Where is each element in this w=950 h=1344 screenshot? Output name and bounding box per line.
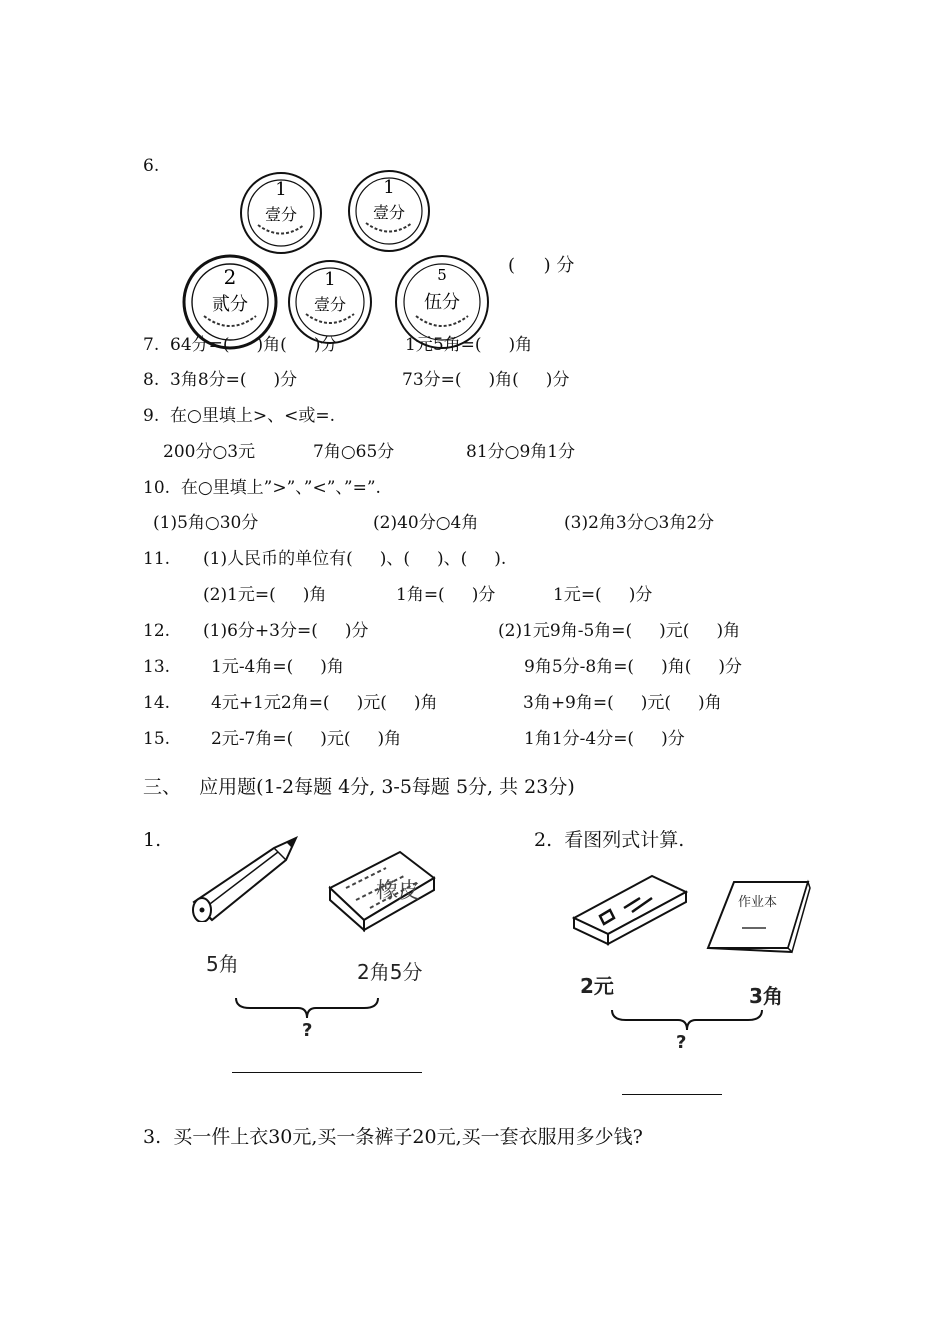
q12-part-1: (1)6分+3分=( )分 (203, 621, 369, 641)
q8-part-b: 73分=( )角( )分 (402, 370, 570, 390)
q9-item-b: 7角○65分 (313, 442, 395, 462)
pencil-case-price: 2元 (580, 974, 614, 998)
q6-answer-blank: ( ) 分 (508, 255, 575, 276)
q13-part-b: 9角5分-8角=( )角( )分 (524, 657, 743, 677)
q15-number: 15. (143, 729, 171, 749)
coin-text: 壹分 (313, 295, 347, 314)
q11-part-2c: 1元=( )分 (553, 585, 653, 605)
coin-text: 壹分 (264, 205, 298, 224)
coin-1-fen-a (238, 170, 324, 256)
brace-1 (232, 996, 382, 1020)
problem1-question-mark: ? (302, 1020, 313, 1041)
eraser-label: 橡皮 (376, 879, 421, 904)
coin-1-fen-c (286, 258, 374, 346)
q15-part-b: 1角1分-4分=( )分 (524, 729, 685, 749)
pencil-image (186, 830, 312, 922)
problem2-question-mark: ? (676, 1032, 687, 1053)
coin-value: 5 (437, 266, 447, 284)
q10-item-1: (1)5角○30分 (153, 513, 259, 533)
problem1-number: 1. (143, 829, 162, 851)
q7-part-b: 1元5角=( )角 (405, 335, 533, 355)
q12-number: 12. (143, 621, 171, 641)
q14-number: 14. (143, 693, 171, 713)
q11-number: 11. (143, 549, 171, 569)
coin-value: 1 (383, 177, 395, 198)
exercise-book-image (704, 878, 814, 954)
brace-2 (608, 1008, 766, 1032)
q9-item-c: 81分○9角1分 (466, 442, 576, 462)
q15-part-a: 2元-7角=( )元( )角 (211, 729, 402, 749)
pencil-price: 5角 (206, 952, 239, 976)
book-label: 作业本 (738, 895, 778, 910)
q14-part-a: 4元+1元2角=( )元( )角 (211, 693, 438, 713)
q8-part-a: 8. 3角8分=( )分 (143, 370, 298, 390)
q9-instruction: 9. 在○里填上>、<或=. (143, 406, 335, 426)
q7-part-a: 7. 64分=( )角( )分 (143, 335, 338, 355)
eraser-price: 2角5分 (357, 960, 423, 984)
q6-number: 6. (143, 156, 160, 176)
coin-value: 1 (324, 269, 336, 290)
q11-part-1: (1)人民币的单位有( )、( )、( ). (203, 549, 507, 569)
q11-part-2b: 1角=( )分 (396, 585, 496, 605)
exercise-book-price: 3角 (749, 984, 783, 1008)
eraser-image (326, 848, 438, 934)
q11-part-2a: (2)1元=( )角 (203, 585, 327, 605)
q9-item-a: 200分○3元 (163, 442, 256, 462)
coin-text: 壹分 (372, 203, 406, 222)
q14-part-b: 3角+9角=( )元( )角 (523, 693, 722, 713)
q10-item-2: (2)40分○4角 (373, 513, 479, 533)
coin-value: 2 (223, 265, 237, 289)
q10-instruction: 10. 在○里填上”>”、”<”、”=”. (143, 478, 381, 498)
problem1-answer-line (232, 1072, 422, 1073)
coin-1-fen-b (346, 168, 432, 254)
coin-text: 贰分 (212, 294, 248, 315)
coin-value: 1 (275, 179, 287, 200)
coin-text: 伍分 (424, 292, 460, 313)
q12-part-2: (2)1元9角-5角=( )元( )角 (498, 621, 741, 641)
pencil-case-image (570, 868, 690, 948)
section3-title: 三、 应用题(1-2每题 4分, 3-5每题 5分, 共 23分) (143, 776, 575, 798)
problem2-title: 2. 看图列式计算. (534, 829, 685, 851)
q10-item-3: (3)2角3分○3角2分 (564, 513, 715, 533)
q13-number: 13. (143, 657, 171, 677)
q13-part-a: 1元-4角=( )角 (211, 657, 344, 677)
problem2-answer-line (622, 1094, 722, 1095)
problem3-text: 3. 买一件上衣30元,买一条裤子20元,买一套衣服用多少钱? (143, 1126, 643, 1148)
